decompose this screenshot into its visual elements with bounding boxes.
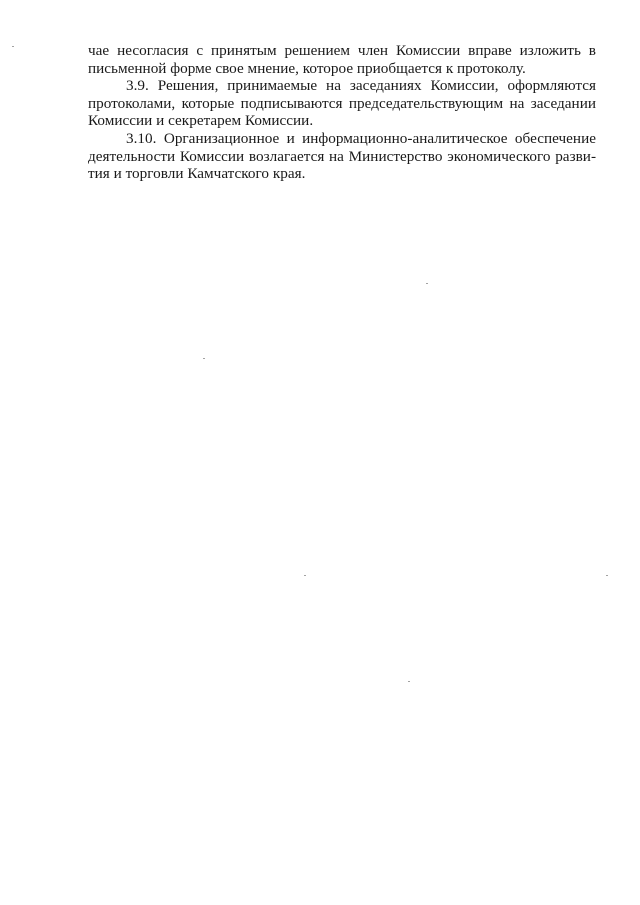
scan-speck <box>304 575 306 576</box>
paragraph-continuation: чае несогласия с принятым решением член Комиссии вправе изложить в письменной форме свое мнение, которое приобщается к протоколу. <box>88 42 596 77</box>
scan-speck <box>426 283 428 284</box>
paragraph-3-10: 3.10. Организационное и информационно-аналитическое обеспечение деятельности Комиссии возлагается на Министерство экономического развития и торговли Камчатского края. <box>88 129 596 183</box>
paragraph-3-9: 3.9. Решения, принимаемые на заседаниях Комиссии, оформляются протоколами, которые подписываются председательствующим на заседании Комиссии и секретарем Комиссии. <box>88 77 596 130</box>
scan-speck <box>606 575 608 576</box>
scan-speck <box>12 46 14 47</box>
scan-speck <box>203 358 205 359</box>
scan-speck <box>408 681 410 682</box>
document-body <box>88 42 596 183</box>
